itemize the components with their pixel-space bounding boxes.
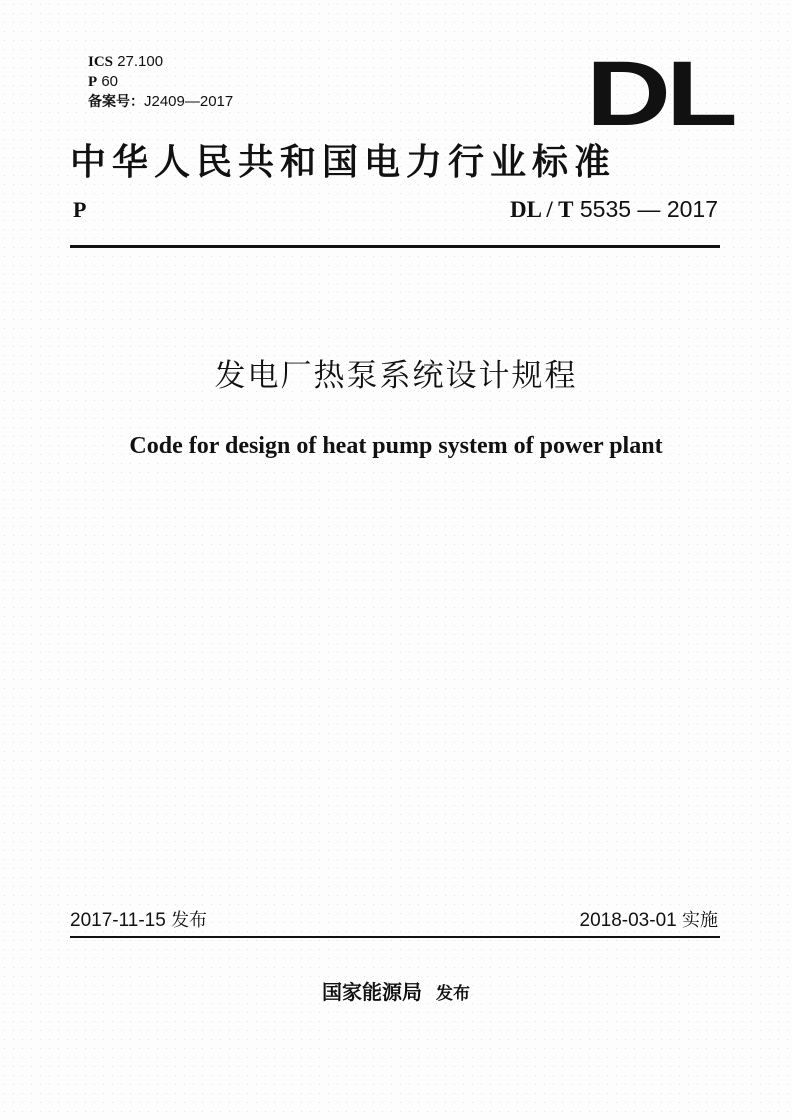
- standard-type-heading: 中华人民共和国电力行业标准: [70, 141, 617, 183]
- publisher-name: 国家能源局: [322, 980, 422, 1004]
- issue-date-label: 发布: [171, 910, 208, 931]
- dl-logo: DL: [586, 43, 733, 145]
- implementation-date-value: 2018-03-01: [579, 910, 677, 931]
- standard-number: [510, 196, 718, 223]
- issue-date: [70, 906, 207, 932]
- document-title-chinese: 发电厂热泵系统设计规程: [214, 358, 578, 394]
- implementation-date-label: 实施: [682, 910, 718, 931]
- header-divider: [70, 245, 720, 248]
- ics-label: ICS: [88, 54, 114, 70]
- publisher-action: 发布: [436, 984, 470, 1004]
- filing-number: [88, 92, 233, 112]
- publisher: [0, 976, 792, 1005]
- ics-code: [88, 52, 233, 72]
- filing-label: 备案号：: [88, 94, 144, 110]
- standard-number-prefix: DL / T: [509, 197, 574, 222]
- filing-value: J2409—2017: [144, 93, 234, 110]
- document-title-english: Code for design of heat pump system of power plant: [129, 433, 663, 459]
- ics-value: 27.100: [117, 53, 164, 70]
- implementation-date: [580, 906, 718, 932]
- footer-divider: [70, 936, 720, 938]
- category-label: P: [88, 74, 98, 90]
- category-letter: P: [73, 197, 87, 222]
- standard-number-value: 5535 — 2017: [579, 196, 718, 222]
- document-metadata: [88, 52, 233, 112]
- category-value: 60: [101, 73, 119, 90]
- category-code: [88, 72, 233, 92]
- issue-date-value: 2017-11-15: [70, 910, 166, 931]
